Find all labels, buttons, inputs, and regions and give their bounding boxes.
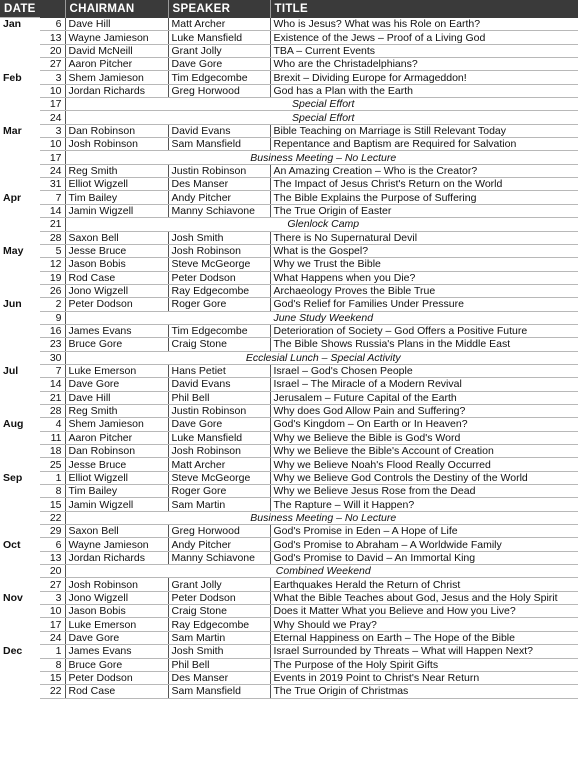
speaker-cell: Josh Robinson xyxy=(168,445,270,458)
table-row xyxy=(0,578,578,591)
month-cell: May xyxy=(0,244,40,257)
table-row xyxy=(0,671,578,684)
title-cell: There is No Supernatural Devil xyxy=(270,231,578,244)
table-row xyxy=(0,364,578,377)
month-cell xyxy=(0,178,40,191)
chairman-cell: David McNeill xyxy=(65,44,168,57)
title-cell: The Impact of Jesus Christ's Return on the World xyxy=(270,178,578,191)
month-cell xyxy=(0,204,40,217)
day-cell: 28 xyxy=(40,404,65,417)
month-cell xyxy=(0,511,40,524)
day-cell: 21 xyxy=(40,391,65,404)
day-cell: 8 xyxy=(40,485,65,498)
speaker-cell: Manny Schiavone xyxy=(168,204,270,217)
day-cell: 28 xyxy=(40,231,65,244)
day-cell: 17 xyxy=(40,98,65,111)
chairman-cell: Luke Emerson xyxy=(65,618,168,631)
chairman-cell: Aaron Pitcher xyxy=(65,431,168,444)
title-cell: Repentance and Baptism are Required for Salvation xyxy=(270,138,578,151)
speaker-cell: Sam Martin xyxy=(168,498,270,511)
chairman-cell: Luke Emerson xyxy=(65,364,168,377)
day-cell: 9 xyxy=(40,311,65,324)
speaker-cell: Grant Jolly xyxy=(168,44,270,57)
table-row xyxy=(0,658,578,671)
table-row xyxy=(0,164,578,177)
day-cell: 10 xyxy=(40,605,65,618)
month-cell: Jan xyxy=(0,18,40,31)
chairman-cell: Jordan Richards xyxy=(65,551,168,564)
chairman-cell: Peter Dodson xyxy=(65,671,168,684)
table-row xyxy=(0,298,578,311)
title-cell: Who are the Christadelphians? xyxy=(270,58,578,71)
table-row xyxy=(0,618,578,631)
table-row xyxy=(0,31,578,44)
month-cell xyxy=(0,98,40,111)
speaker-cell: Dave Gore xyxy=(168,418,270,431)
month-cell: Jul xyxy=(0,364,40,377)
day-cell: 6 xyxy=(40,18,65,31)
title-cell: Brexit – Dividing Europe for Armageddon! xyxy=(270,71,578,84)
month-cell xyxy=(0,164,40,177)
title-cell: Jerusalem – Future Capital of the Earth xyxy=(270,391,578,404)
table-row xyxy=(0,44,578,57)
day-cell: 11 xyxy=(40,431,65,444)
speaker-cell: Phil Bell xyxy=(168,658,270,671)
month-cell xyxy=(0,324,40,337)
table-row xyxy=(0,324,578,337)
day-cell: 7 xyxy=(40,191,65,204)
chairman-cell: Aaron Pitcher xyxy=(65,58,168,71)
day-cell: 27 xyxy=(40,58,65,71)
special-event-cell: Glenlock Camp xyxy=(65,218,578,231)
month-cell xyxy=(0,551,40,564)
speaker-cell: Steve McGeorge xyxy=(168,258,270,271)
day-cell: 24 xyxy=(40,111,65,124)
day-cell: 6 xyxy=(40,538,65,551)
speaker-cell: Luke Mansfield xyxy=(168,31,270,44)
day-cell: 17 xyxy=(40,618,65,631)
chairman-cell: Peter Dodson xyxy=(65,298,168,311)
month-cell xyxy=(0,485,40,498)
table-row xyxy=(0,525,578,538)
table-row xyxy=(0,418,578,431)
day-cell: 24 xyxy=(40,164,65,177)
month-cell: Mar xyxy=(0,124,40,137)
month-cell xyxy=(0,338,40,351)
speaker-cell: Sam Mansfield xyxy=(168,138,270,151)
chairman-cell: Dan Robinson xyxy=(65,445,168,458)
title-cell: Israel Surrounded by Threats – What will Happen Next? xyxy=(270,645,578,658)
day-cell: 29 xyxy=(40,525,65,538)
day-cell: 14 xyxy=(40,378,65,391)
speaker-cell: Andy Pitcher xyxy=(168,191,270,204)
title-cell: Why we Believe Noah's Flood Really Occurred xyxy=(270,458,578,471)
month-cell xyxy=(0,84,40,97)
month-cell: Dec xyxy=(0,645,40,658)
day-cell: 3 xyxy=(40,591,65,604)
title-cell: Why we Trust the Bible xyxy=(270,258,578,271)
chairman-cell: Dave Hill xyxy=(65,391,168,404)
table-row xyxy=(0,111,578,124)
table-row xyxy=(0,378,578,391)
table-row xyxy=(0,498,578,511)
month-cell: Oct xyxy=(0,538,40,551)
month-cell xyxy=(0,138,40,151)
special-event-cell: June Study Weekend xyxy=(65,311,578,324)
speaker-cell: Justin Robinson xyxy=(168,164,270,177)
month-cell: Aug xyxy=(0,418,40,431)
day-cell: 18 xyxy=(40,445,65,458)
day-cell: 23 xyxy=(40,338,65,351)
speaker-cell: Sam Mansfield xyxy=(168,685,270,698)
month-cell xyxy=(0,618,40,631)
table-row xyxy=(0,404,578,417)
day-cell: 15 xyxy=(40,671,65,684)
title-cell: Bible Teaching on Marriage is Still Relevant Today xyxy=(270,124,578,137)
month-cell xyxy=(0,631,40,644)
table-row xyxy=(0,244,578,257)
day-cell: 24 xyxy=(40,631,65,644)
month-cell xyxy=(0,231,40,244)
day-cell: 19 xyxy=(40,271,65,284)
day-cell: 20 xyxy=(40,565,65,578)
special-event-cell: Ecclesial Lunch – Special Activity xyxy=(65,351,578,364)
title-cell: Why we Believe God Controls the Destiny of the World xyxy=(270,471,578,484)
table-row xyxy=(0,631,578,644)
title-cell: The Bible Shows Russia's Plans in the Middle East xyxy=(270,338,578,351)
table-row xyxy=(0,685,578,698)
title-cell: The Bible Explains the Purpose of Suffering xyxy=(270,191,578,204)
day-cell: 1 xyxy=(40,471,65,484)
month-cell xyxy=(0,151,40,164)
title-cell: God's Promise to Abraham – A Worldwide Family xyxy=(270,538,578,551)
day-cell: 3 xyxy=(40,124,65,137)
day-cell: 5 xyxy=(40,244,65,257)
table-row xyxy=(0,71,578,84)
speaker-cell: Andy Pitcher xyxy=(168,538,270,551)
table-row xyxy=(0,605,578,618)
header-chairman: CHAIRMAN xyxy=(65,0,168,18)
chairman-cell: Rod Case xyxy=(65,271,168,284)
table-row xyxy=(0,84,578,97)
title-cell: Israel – The Miracle of a Modern Revival xyxy=(270,378,578,391)
month-cell: Jun xyxy=(0,298,40,311)
chairman-cell: James Evans xyxy=(65,324,168,337)
speaker-cell: David Evans xyxy=(168,124,270,137)
chairman-cell: Dan Robinson xyxy=(65,124,168,137)
title-cell: Why we Believe the Bible's Account of Creation xyxy=(270,445,578,458)
special-event-cell: Combined Weekend xyxy=(65,565,578,578)
table-row xyxy=(0,538,578,551)
title-cell: An Amazing Creation – Who is the Creator? xyxy=(270,164,578,177)
chairman-cell: Wayne Jamieson xyxy=(65,538,168,551)
title-cell: Earthquakes Herald the Return of Christ xyxy=(270,578,578,591)
speaker-cell: Tim Edgecombe xyxy=(168,71,270,84)
title-cell: What Happens when you Die? xyxy=(270,271,578,284)
title-cell: The Purpose of the Holy Spirit Gifts xyxy=(270,658,578,671)
special-event-cell: Business Meeting – No Lecture xyxy=(65,151,578,164)
title-cell: God's Relief for Families Under Pressure xyxy=(270,298,578,311)
month-cell xyxy=(0,378,40,391)
chairman-cell: James Evans xyxy=(65,645,168,658)
title-cell: Does it Matter What you Believe and How you Live? xyxy=(270,605,578,618)
table-row xyxy=(0,124,578,137)
table-row xyxy=(0,338,578,351)
chairman-cell: Tim Bailey xyxy=(65,485,168,498)
title-cell: What the Bible Teaches about God, Jesus and the Holy Spirit xyxy=(270,591,578,604)
header-date: DATE xyxy=(0,0,65,18)
speaker-cell: David Evans xyxy=(168,378,270,391)
title-cell: TBA – Current Events xyxy=(270,44,578,57)
title-cell: Israel – God's Chosen People xyxy=(270,364,578,377)
month-cell xyxy=(0,685,40,698)
schedule-body xyxy=(0,18,578,699)
month-cell xyxy=(0,565,40,578)
speaker-cell: Matt Archer xyxy=(168,18,270,31)
day-cell: 13 xyxy=(40,551,65,564)
day-cell: 7 xyxy=(40,364,65,377)
chairman-cell: Rod Case xyxy=(65,685,168,698)
table-row xyxy=(0,271,578,284)
chairman-cell: Shem Jamieson xyxy=(65,418,168,431)
table-row xyxy=(0,98,578,111)
day-cell: 25 xyxy=(40,458,65,471)
month-cell xyxy=(0,445,40,458)
speaker-cell: Justin Robinson xyxy=(168,404,270,417)
title-cell: God's Promise in Eden – A Hope of Life xyxy=(270,525,578,538)
title-cell: Why we Believe Jesus Rose from the Dead xyxy=(270,485,578,498)
table-row xyxy=(0,204,578,217)
day-cell: 2 xyxy=(40,298,65,311)
month-cell xyxy=(0,458,40,471)
speaker-cell: Josh Robinson xyxy=(168,244,270,257)
chairman-cell: Jason Bobis xyxy=(65,605,168,618)
speaker-cell: Josh Smith xyxy=(168,231,270,244)
day-cell: 27 xyxy=(40,578,65,591)
table-row xyxy=(0,391,578,404)
speaker-cell: Roger Gore xyxy=(168,298,270,311)
day-cell: 21 xyxy=(40,218,65,231)
chairman-cell: Dave Gore xyxy=(65,378,168,391)
speaker-cell: Peter Dodson xyxy=(168,591,270,604)
table-row xyxy=(0,645,578,658)
table-row xyxy=(0,191,578,204)
chairman-cell: Jono Wigzell xyxy=(65,284,168,297)
month-cell xyxy=(0,525,40,538)
speaker-cell: Phil Bell xyxy=(168,391,270,404)
month-cell xyxy=(0,671,40,684)
day-cell: 14 xyxy=(40,204,65,217)
day-cell: 16 xyxy=(40,324,65,337)
title-cell: Archaeology Proves the Bible True xyxy=(270,284,578,297)
month-cell xyxy=(0,111,40,124)
table-row xyxy=(0,231,578,244)
header-speaker: SPEAKER xyxy=(168,0,270,18)
day-cell: 22 xyxy=(40,511,65,524)
chairman-cell: Dave Gore xyxy=(65,631,168,644)
day-cell: 1 xyxy=(40,645,65,658)
title-cell: Why does God Allow Pain and Suffering? xyxy=(270,404,578,417)
chairman-cell: Tim Bailey xyxy=(65,191,168,204)
title-cell: Why Should we Pray? xyxy=(270,618,578,631)
day-cell: 13 xyxy=(40,31,65,44)
month-cell xyxy=(0,391,40,404)
table-row xyxy=(0,178,578,191)
speaker-cell: Greg Horwood xyxy=(168,84,270,97)
speaker-cell: Grant Jolly xyxy=(168,578,270,591)
table-row xyxy=(0,351,578,364)
month-cell xyxy=(0,258,40,271)
day-cell: 8 xyxy=(40,658,65,671)
header-title: TITLE xyxy=(270,0,578,18)
table-row xyxy=(0,284,578,297)
chairman-cell: Shem Jamieson xyxy=(65,71,168,84)
table-row xyxy=(0,311,578,324)
day-cell: 31 xyxy=(40,178,65,191)
title-cell: The Rapture – Will it Happen? xyxy=(270,498,578,511)
chairman-cell: Jamin Wigzell xyxy=(65,498,168,511)
title-cell: God has a Plan with the Earth xyxy=(270,84,578,97)
chairman-cell: Elliot Wigzell xyxy=(65,178,168,191)
speaker-cell: Craig Stone xyxy=(168,338,270,351)
chairman-cell: Jordan Richards xyxy=(65,84,168,97)
speaker-cell: Luke Mansfield xyxy=(168,431,270,444)
month-cell xyxy=(0,218,40,231)
month-cell: Apr xyxy=(0,191,40,204)
speaker-cell: Dave Gore xyxy=(168,58,270,71)
title-cell: Existence of the Jews – Proof of a Living God xyxy=(270,31,578,44)
day-cell: 17 xyxy=(40,151,65,164)
day-cell: 3 xyxy=(40,71,65,84)
speaker-cell: Matt Archer xyxy=(168,458,270,471)
month-cell xyxy=(0,31,40,44)
chairman-cell: Reg Smith xyxy=(65,404,168,417)
table-row xyxy=(0,58,578,71)
table-row xyxy=(0,565,578,578)
special-event-cell: Special Effort xyxy=(65,98,578,111)
day-cell: 10 xyxy=(40,138,65,151)
speaker-cell: Josh Smith xyxy=(168,645,270,658)
speaker-cell: Steve McGeorge xyxy=(168,471,270,484)
chairman-cell: Saxon Bell xyxy=(65,525,168,538)
chairman-cell: Bruce Gore xyxy=(65,338,168,351)
header-row xyxy=(0,0,578,18)
title-cell: Deterioration of Society – God Offers a Positive Future xyxy=(270,324,578,337)
month-cell xyxy=(0,605,40,618)
month-cell xyxy=(0,351,40,364)
table-row xyxy=(0,151,578,164)
chairman-cell: Jono Wigzell xyxy=(65,591,168,604)
month-cell xyxy=(0,311,40,324)
chairman-cell: Jesse Bruce xyxy=(65,244,168,257)
table-row xyxy=(0,445,578,458)
month-cell: Sep xyxy=(0,471,40,484)
day-cell: 10 xyxy=(40,84,65,97)
speaker-cell: Hans Petiet xyxy=(168,364,270,377)
day-cell: 12 xyxy=(40,258,65,271)
title-cell: Why we Believe the Bible is God's Word xyxy=(270,431,578,444)
title-cell: The True Origin of Christmas xyxy=(270,685,578,698)
title-cell: God's Kingdom – On Earth or In Heaven? xyxy=(270,418,578,431)
table-row xyxy=(0,471,578,484)
chairman-cell: Jesse Bruce xyxy=(65,458,168,471)
speaker-cell: Ray Edgecombe xyxy=(168,284,270,297)
day-cell: 15 xyxy=(40,498,65,511)
month-cell xyxy=(0,44,40,57)
chairman-cell: Dave Hill xyxy=(65,18,168,31)
speaker-cell: Tim Edgecombe xyxy=(168,324,270,337)
month-cell xyxy=(0,658,40,671)
chairman-cell: Josh Robinson xyxy=(65,138,168,151)
day-cell: 20 xyxy=(40,44,65,57)
table-row xyxy=(0,218,578,231)
chairman-cell: Elliot Wigzell xyxy=(65,471,168,484)
speaker-cell: Manny Schiavone xyxy=(168,551,270,564)
special-event-cell: Business Meeting – No Lecture xyxy=(65,511,578,524)
month-cell xyxy=(0,431,40,444)
chairman-cell: Jason Bobis xyxy=(65,258,168,271)
speaker-cell: Ray Edgecombe xyxy=(168,618,270,631)
speaker-cell: Craig Stone xyxy=(168,605,270,618)
month-cell: Nov xyxy=(0,591,40,604)
day-cell: 22 xyxy=(40,685,65,698)
title-cell: Who is Jesus? What was his Role on Earth? xyxy=(270,18,578,31)
chairman-cell: Reg Smith xyxy=(65,164,168,177)
speaker-cell: Peter Dodson xyxy=(168,271,270,284)
day-cell: 4 xyxy=(40,418,65,431)
table-row xyxy=(0,511,578,524)
speaker-cell: Sam Martin xyxy=(168,631,270,644)
speaker-cell: Des Manser xyxy=(168,671,270,684)
speaker-cell: Des Manser xyxy=(168,178,270,191)
chairman-cell: Josh Robinson xyxy=(65,578,168,591)
month-cell xyxy=(0,578,40,591)
table-row xyxy=(0,591,578,604)
table-row xyxy=(0,551,578,564)
chairman-cell: Jamin Wigzell xyxy=(65,204,168,217)
month-cell xyxy=(0,271,40,284)
title-cell: Events in 2019 Point to Christ's Near Return xyxy=(270,671,578,684)
month-cell xyxy=(0,58,40,71)
title-cell: God's Promise to David – An Immortal King xyxy=(270,551,578,564)
chairman-cell: Bruce Gore xyxy=(65,658,168,671)
table-row xyxy=(0,138,578,151)
title-cell: Eternal Happiness on Earth – The Hope of the Bible xyxy=(270,631,578,644)
table-row xyxy=(0,485,578,498)
special-event-cell: Special Effort xyxy=(65,111,578,124)
table-row xyxy=(0,18,578,31)
month-cell: Feb xyxy=(0,71,40,84)
month-cell xyxy=(0,498,40,511)
speaker-cell: Roger Gore xyxy=(168,485,270,498)
title-cell: The True Origin of Easter xyxy=(270,204,578,217)
chairman-cell: Wayne Jamieson xyxy=(65,31,168,44)
table-row xyxy=(0,258,578,271)
month-cell xyxy=(0,404,40,417)
table-row xyxy=(0,458,578,471)
month-cell xyxy=(0,284,40,297)
speaker-cell: Greg Horwood xyxy=(168,525,270,538)
day-cell: 30 xyxy=(40,351,65,364)
table-row xyxy=(0,431,578,444)
title-cell: What is the Gospel? xyxy=(270,244,578,257)
day-cell: 26 xyxy=(40,284,65,297)
chairman-cell: Saxon Bell xyxy=(65,231,168,244)
